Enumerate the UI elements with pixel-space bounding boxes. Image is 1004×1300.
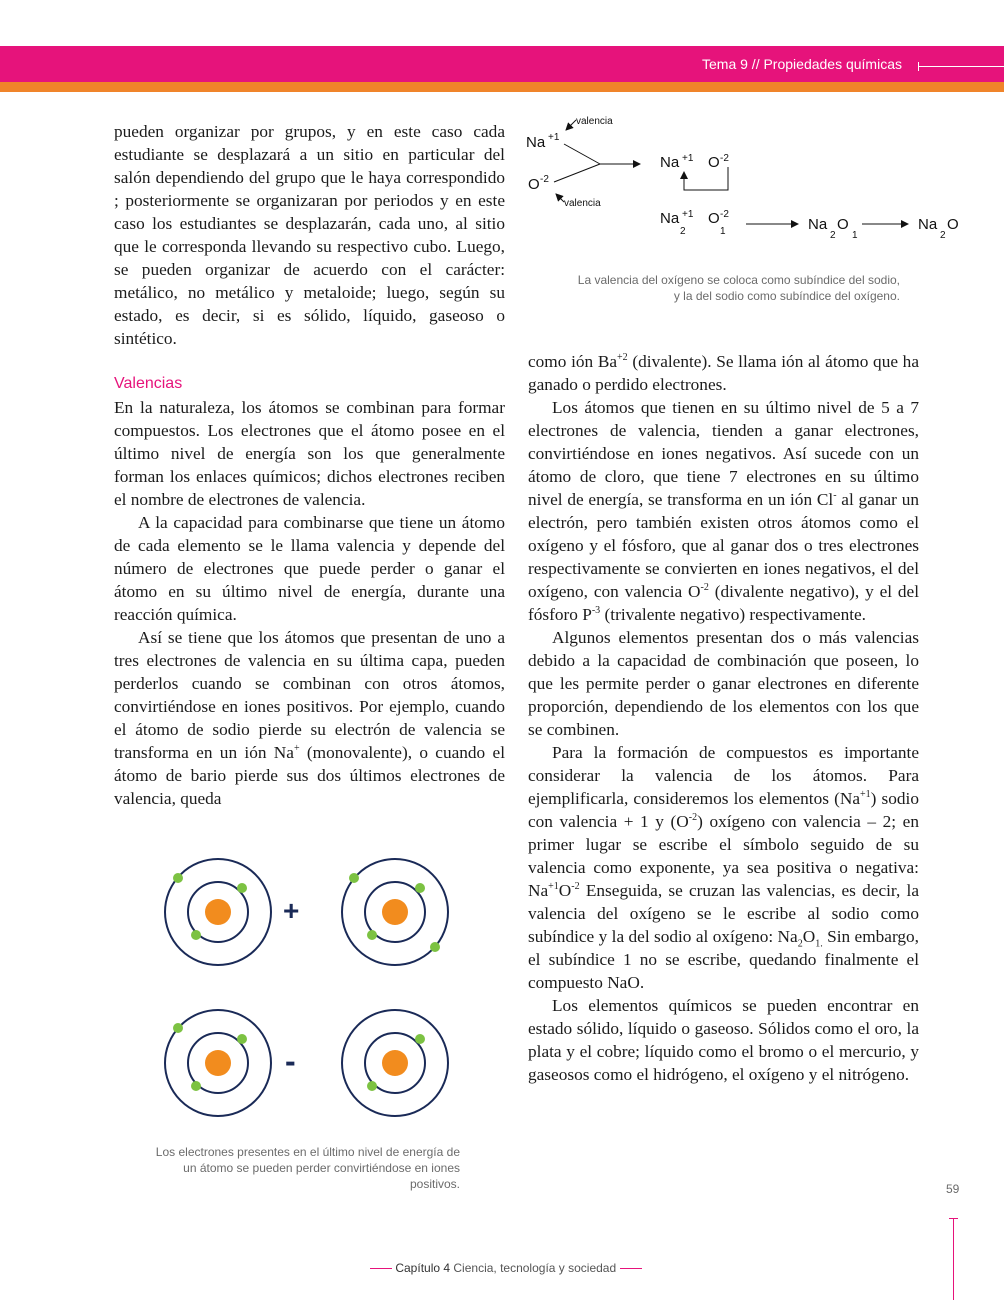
left-column-valencias [114,374,505,810]
page-number: 59 [946,1182,960,1196]
right-rule [953,1218,954,1300]
o-symbol-crossed: O [708,154,720,171]
header-strip [0,82,1004,92]
paragraph: como ión $Ba^{+2}$ (divalente). Se llama ión al átomo que ha ganado o perdido electrones. [528,352,919,394]
paragraph: Para la formación de compuestos es importante considerar la valencia de los átomos. Para ejemplificarla, consideremos los elementos $(Na^{+1})$ sodio con valencia + 1 y $(O^{-2})$ oxígeno con valencia – 2; en primer lugar se escribe el símbolo seguido de su valencia como exponente, ya sea positiva o negativa: $Na^{+1}O^{-2}$ Enseguida, se cruzan las valencias, es decir, la valencia del oxígeno se le escribe al sodio como subíndice y la del sodio al oxígeno: $Na_2O_{1.}$ Sin embargo, el subíndice 1 no se escribe, quedando finalmente el compuesto NaO. [528,743,919,992]
footer-line-right [620,1268,642,1269]
o-symbol-row2: O [708,210,720,227]
valencia-label-top: valencia [576,116,613,127]
na-charge-row2: +1 [682,209,694,220]
header-rule-tick [918,62,919,71]
o-charge-crossed: -2 [720,153,729,164]
atom-bottom-left [165,1010,271,1116]
right-column [528,350,919,1086]
minus-sign: - [285,1043,296,1079]
header-title: Tema 9 // Propiedades químicas [702,56,902,72]
paragraph: pueden organizar por grupos, y en este caso cada estudiante se desplazará a un sitio en particular del salón dependiendo del grupo que le haya correspondido ; posteriormente se organizaran por periodos y en este caso los estudiantes se desplazarán, cada uno, al sitio que le corresponda llevando su respectivo cubo. Luego, se pueden organizar de acuerdo con el carácter: metálico, no metálico y metaloide; luego, según su estado, es decir, si es sólido, líquido, gaseoso o sintético. [114,122,505,348]
compound1-o: O [837,216,849,233]
valence-diagram [520,110,980,255]
valencia-label-bottom: valencia [564,198,601,209]
o-charge: -2 [540,174,549,185]
converge-line-bottom [554,164,600,182]
valencia-pointer-bottom [556,194,564,202]
o-subscript-row2: 1 [720,226,726,237]
na-symbol: Na [526,134,546,151]
atom-illustration [150,850,470,1140]
compound2-sub-na: 2 [940,230,946,241]
diagram-caption: La valencia del oxígeno se coloca como subíndice del sodio, y la del sodio como subíndice del oxígeno. [577,273,900,303]
left-column-intro [114,120,505,350]
atom-bottom-right [342,1010,448,1116]
na-charge-crossed: +1 [682,153,694,164]
compound2-na: Na [918,216,938,233]
na-charge: +1 [548,132,560,143]
o-symbol: O [528,176,540,193]
footer-line-left [370,1268,392,1269]
compound1-na: Na [808,216,828,233]
na-symbol-crossed: Na [660,154,680,171]
header-rule [918,66,1004,67]
compound1-sub-na: 2 [830,230,836,241]
atoms-caption: Los electrones presentes en el último nivel de energía de un átomo se pueden perder convirtiéndose en iones positivos. [155,1145,460,1191]
o-charge-row2: -2 [720,209,729,220]
paragraph: Los átomos que tienen en su último nivel de 5 a 7 electrones de valencia, tienden a ganar electrones, convirtiéndose en iones negativos. Así sucede con un átomo de cloro, que tiene 7 electrones en su último nivel de energía, se transforma en un ión Cl- al ganar un electrón, pero también existen otros átomos como el oxígeno y el fósforo, que al ganar dos o tres electrones respectivamente se convierten en iones negativos, el del oxígeno, con valencia $O^{-2}$ (divalente negativo), y el del fósforo $P^{-3}$ (trivalente negativo) respectivamente. [528,398,919,624]
atom-top-left [165,859,271,965]
na-symbol-row2: Na [660,210,680,227]
cross-bracket [684,167,728,190]
footer [370,1261,642,1275]
section-title: Valencias [114,375,183,392]
footer-title: Ciencia, tecnología y sociedad [453,1261,617,1275]
paragraph: Los elementos químicos se pueden encontrar en estado sólido, líquido o gaseoso. Sólidos como el oro, la plata y el cobre; líquido como el bromo o el mercurio, y gaseosos como el hidrógeno, el oxígeno y el nitrógeno. [528,996,919,1084]
paragraph: Así se tiene que los átomos que presentan de uno a tres electrones de valencia en su última capa, pueden perderlos cuando se combinan con otros átomos, convirtiéndose en iones positivos. Por ejemplo, cuando el átomo de sodio pierde su electrón de valencia se transforma en un ión Na+ (monovalente), o cuando el átomo de bario pierde sus dos últimos electrones de valencia, queda [114,628,505,808]
converge-line-top [564,144,600,164]
paragraph: A la capacidad para combinarse que tiene un átomo de cada elemento se le llama valencia y depende del número de electrones que puede perder o ganar el átomo en su último nivel de energía, durante una reacción química. [114,513,505,624]
na-subscript-row2: 2 [680,226,686,237]
plus-sign: + [283,895,300,926]
paragraph: En la naturaleza, los átomos se combinan para formar compuestos. Los electrones que el átomo posee en el último nivel de energía son los que generalmente forman los enlaces químicos; dichos electrones reciben el nombre de electrones de valencia. [114,398,505,509]
compound1-sub-o: 1 [852,230,858,241]
right-rule-tick [949,1218,958,1219]
footer-chapter: Capítulo 4 [395,1261,451,1275]
atom-top-right [342,859,448,965]
valencia-pointer-top [566,120,576,130]
compound2-o: O [947,216,959,233]
paragraph: Algunos elementos presentan dos o más valencias debido a la capacidad de combinación que poseen, lo que les permite perder o ganar electrones en diferente proporción, dependiendo de los elementos con los que se combinen. [528,628,919,739]
